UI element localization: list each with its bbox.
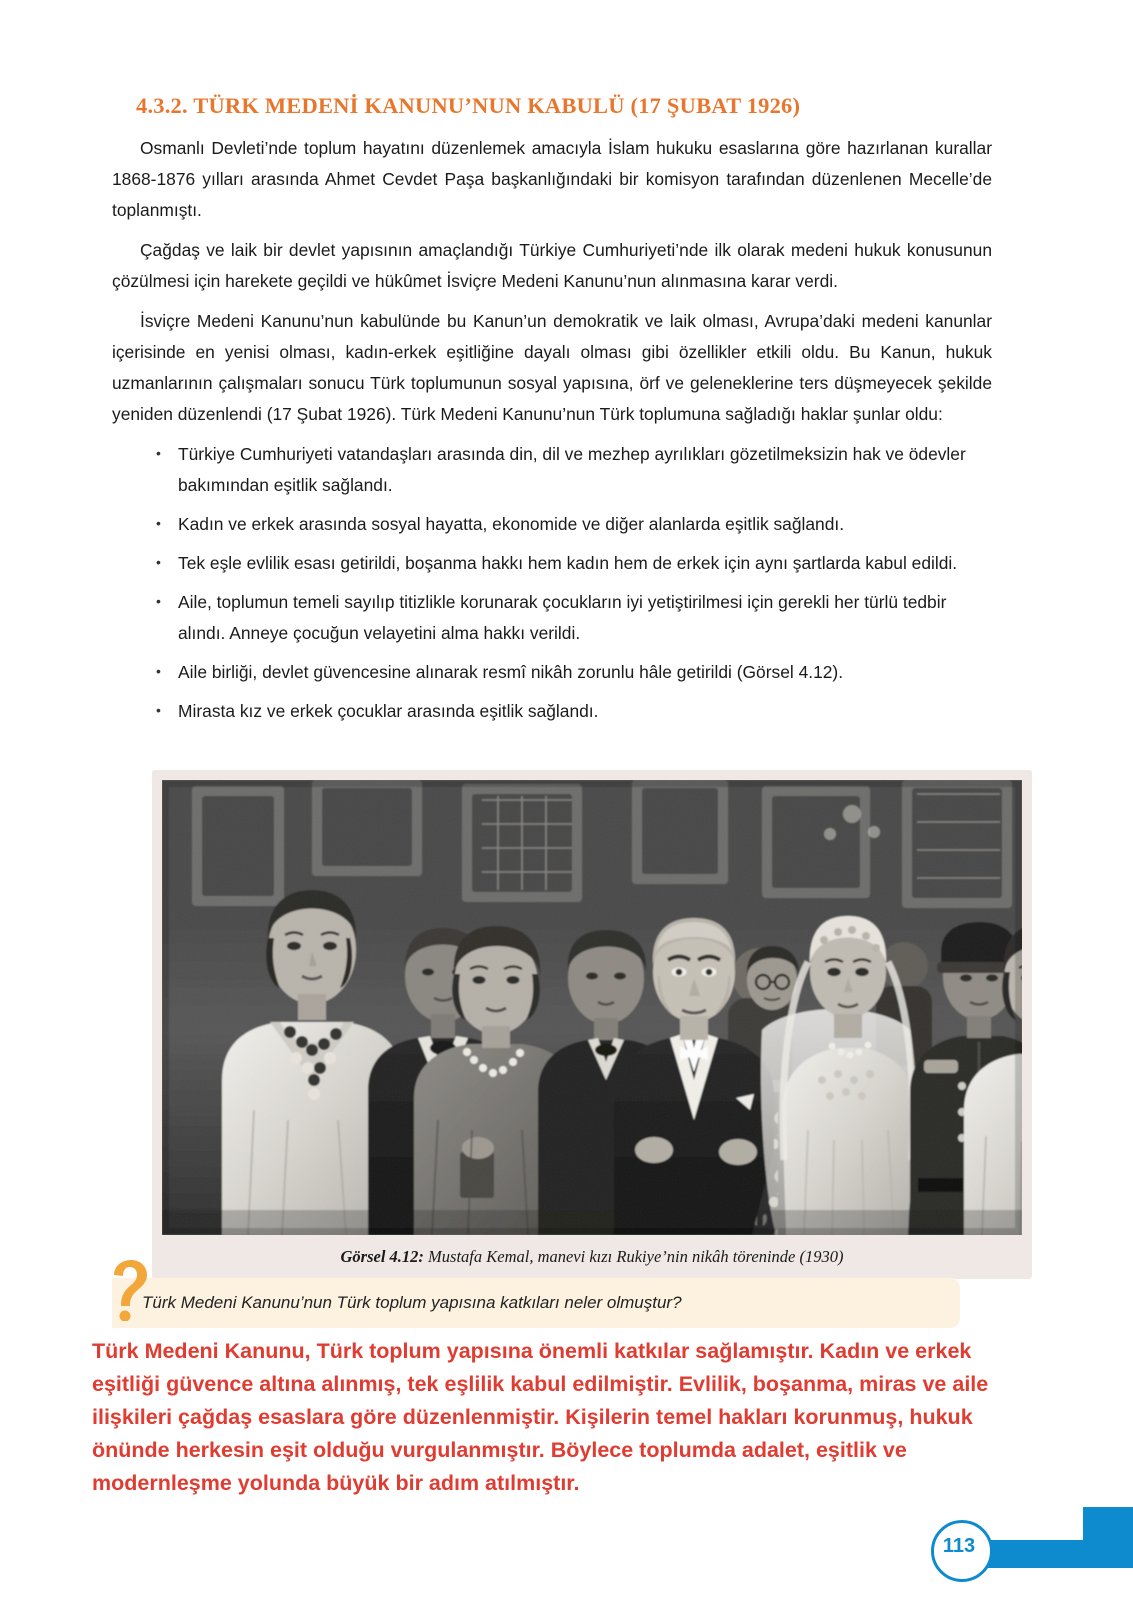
figure-caption-label: Görsel 4.12: [340,1247,424,1266]
list-item: • Kadın ve erkek arasında sosyal hayatta, ekonomide ve diğer alanlarda eşitlik sağlandı. [152,509,992,540]
list-item: • Mirasta kız ve erkek çocuklar arasında eşitlik sağlandı. [152,696,992,727]
rights-list [112,439,992,727]
list-item: • Tek eşle evlilik esası getirildi, boşanma hakkı hem kadın hem de erkek için aynı şartlarda kabul edildi. [152,548,992,579]
figure-caption-text: Mustafa Kemal, manevi kızı Rukiye’nin nikâh töreninde (1930) [423,1247,844,1266]
question-callout-box [112,1278,960,1328]
body-paragraph-2: Çağdaş ve laik bir devlet yapısının amaçlandığı Türkiye Cumhuriyeti’nde ilk olarak medeni hukuk konusunun çözülmesi için harekete geçildi ve hükûmet İsviçre Medeni Kanunu’nun alınmasına karar verdi. [112,240,992,291]
figure-gorsel-4-12 [152,770,1032,1279]
question-mark-icon [109,1259,149,1321]
historical-photograph [162,780,1022,1235]
question-text: Türk Medeni Kanunu’nun Türk toplum yapısına katkıları neler olmuştur? [142,1293,682,1312]
page-number: 113 [942,1535,976,1557]
figure-caption [162,1235,1022,1279]
page-content [112,92,992,735]
list-item: • Türkiye Cumhuriyeti vatandaşları arasında din, dil ve mezhep ayrılıkları gözetilmeksizin hak ve ödevler bakımından eşitlik sağlandı. [152,439,992,501]
answer-text: Türk Medeni Kanunu, Türk toplum yapısına önemli katkılar sağlamıştır. Kadın ve erkek eşitliği güvence altına alınmış, tek eşlilik kabul edilmiştir. Evlilik, boşanma, miras ve aile ilişkileri çağdaş esaslara göre düzenlenmiştir. Kişilerin temel hakları korunmuş, hukuk önünde herkesin eşit olduğu vurgulanmıştır. Böylece toplumda adalet, eşitlik ve modernleşme yolunda büyük bir adım atılmıştır. [92,1339,989,1495]
list-item: • Aile birliği, devlet güvencesine alınarak resmî nikâh zorunlu hâle getirildi (Görsel 4.12). [152,657,992,688]
page-title: 4.3.2. TÜRK MEDENİ KANUNU’NUN KABULÜ (17 ŞUBAT 1926) [136,93,801,118]
footer-accent-upper [1083,1507,1133,1543]
list-item: • Aile, toplumun temeli sayılıp titizlikle korunarak çocukların iyi yetiştirilmesi için gerekli her türlü tedbir alındı. Anneye çocuğun velayetini alma hakkı verildi. [152,587,992,649]
body-paragraph-3: İsviçre Medeni Kanunu’nun kabulünde bu Kanun’un demokratik ve laik olması, Avrupa’daki medeni kanunlar içerisinde en yenisi olması, kadın-erkek eşitliğine dayalı olması gibi özellikler etkili oldu. Bu Kanun, hukuk uzmanlarının çalışmaları sonucu Türk toplumunun sosyal yapısına, örf ve geleneklerine ters düşmeyecek şekilde yeniden düzenlendi (17 Şubat 1926). Türk Medeni Kanunu’nun Türk toplumuna sağladığı haklar şunlar oldu: [112,311,992,424]
body-paragraph-1: Osmanlı Devleti’nde toplum hayatını düzenlemek amacıyla İslam hukuku esaslarına göre hazırlanan kurallar 1868-1876 yılları arasında Ahmet Cevdet Paşa başkanlığındaki bir komisyon tarafından düzenlenen Mecelle’de toplanmıştı. [112,138,992,220]
